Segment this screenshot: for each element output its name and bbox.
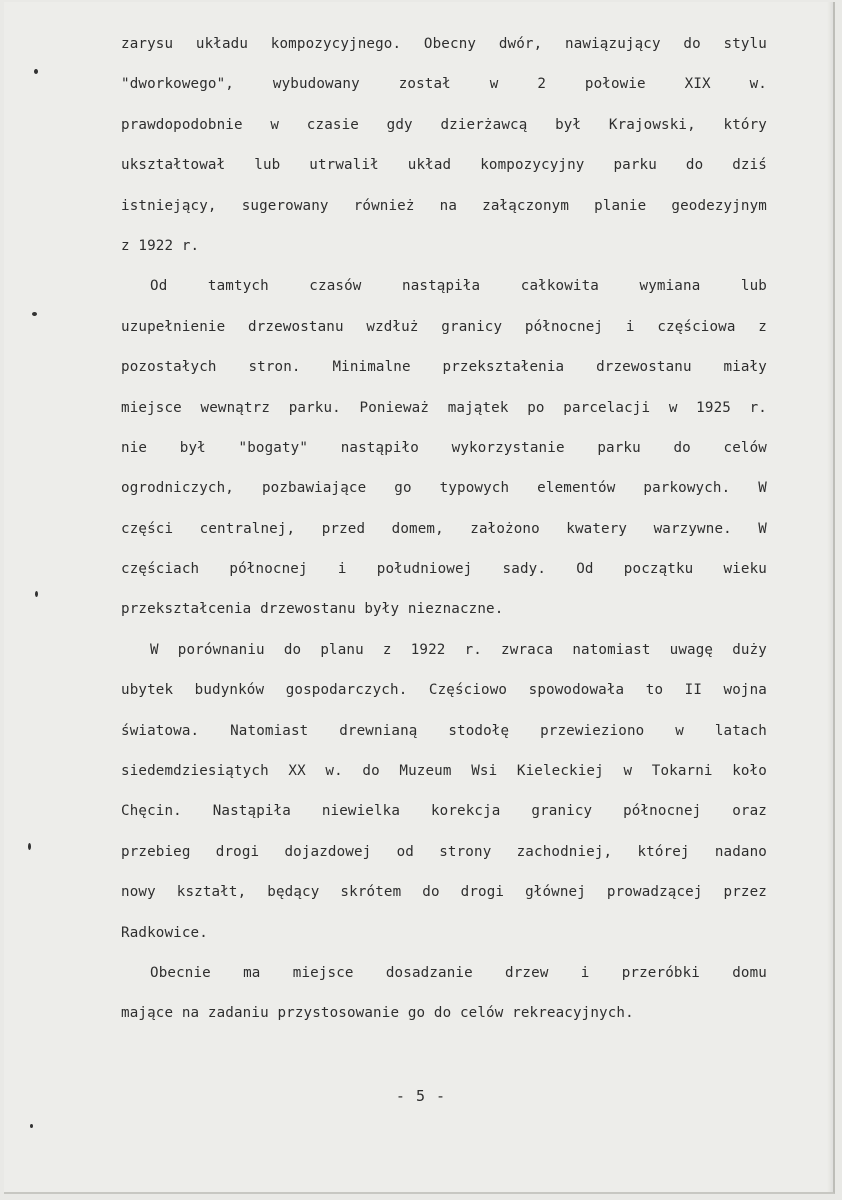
text-line: Od tamtych czasów nastąpiła całkowita wymiana lub (150, 278, 767, 295)
text-line: ogrodniczych, pozbawiające go typowych elementów parkowych. W (121, 480, 767, 497)
text-line: z 1922 r. (121, 237, 200, 254)
text-line: nowy kształt, będący skrótem do drogi głównej prowadzącej przez (121, 884, 767, 901)
margin-speck (34, 69, 38, 74)
text-line: nie był "bogaty" nastąpiło wykorzystanie parku do celów (121, 439, 767, 456)
text-line: przekształcenia drzewostanu były nieznaczne. (121, 601, 504, 618)
margin-speck (32, 312, 37, 316)
margin-speck (28, 843, 31, 850)
text-line: zarysu układu kompozycyjnego. Obecny dwór, nawiązujący do stylu (121, 36, 767, 52)
text-line: częściach północnej i południowej sady. Od początku wieku (121, 561, 767, 578)
text-line: Chęcin. Nastąpiła niewielka korekcja granicy północnej oraz (121, 803, 767, 820)
text-line: W porównaniu do planu z 1922 r. zwraca natomiast uwagę duży (150, 641, 767, 658)
text-line: uzupełnienie drzewostanu wzdłuż granicy północnej i częściowa z (121, 318, 767, 335)
text-line: Obecnie ma miejsce dosadzanie drzew i przeróbki domu (150, 964, 767, 981)
text-line: ubytek budynków gospodarczych. Częściowo spowodowała to II wojna (121, 682, 767, 699)
text-line: mające na zadaniu przystosowanie go do celów rekreacyjnych. (121, 1005, 634, 1022)
text-line: siedemdziesiątych XX w. do Muzeum Wsi Kieleckiej w Tokarni koło (121, 763, 767, 780)
text-line: światowa. Natomiast drewnianą stodołę przewieziono w latach (121, 722, 767, 739)
body-text (121, 29, 767, 1039)
text-line: "dworkowego", wybudowany został w 2 połowie XIX w. (121, 76, 767, 93)
text-line: Radkowice. (121, 924, 208, 941)
text-line: istniejący, sugerowany również na załączonym planie geodezyjnym (121, 197, 767, 214)
text-line: przebieg drogi dojazdowej od strony zachodniej, której nadano (121, 843, 767, 860)
text-line: prawdopodobnie w czasie gdy dzierżawcą był Krajowski, który (121, 116, 767, 133)
text-line: ukształtował lub utrwalił układ kompozycyjny parku do dziś (121, 157, 767, 174)
document-page (4, 2, 835, 1194)
text-line: miejsce wewnątrz parku. Ponieważ majątek po parcelacji w 1925 r. (121, 399, 767, 416)
page-number: - 5 - (395, 1087, 447, 1105)
text-line: części centralnej, przed domem, założono kwatery warzywne. W (121, 520, 767, 537)
margin-speck (30, 1124, 33, 1128)
margin-speck (35, 591, 38, 597)
text-line: pozostałych stron. Minimalne przekształenia drzewostanu miały (121, 359, 767, 376)
